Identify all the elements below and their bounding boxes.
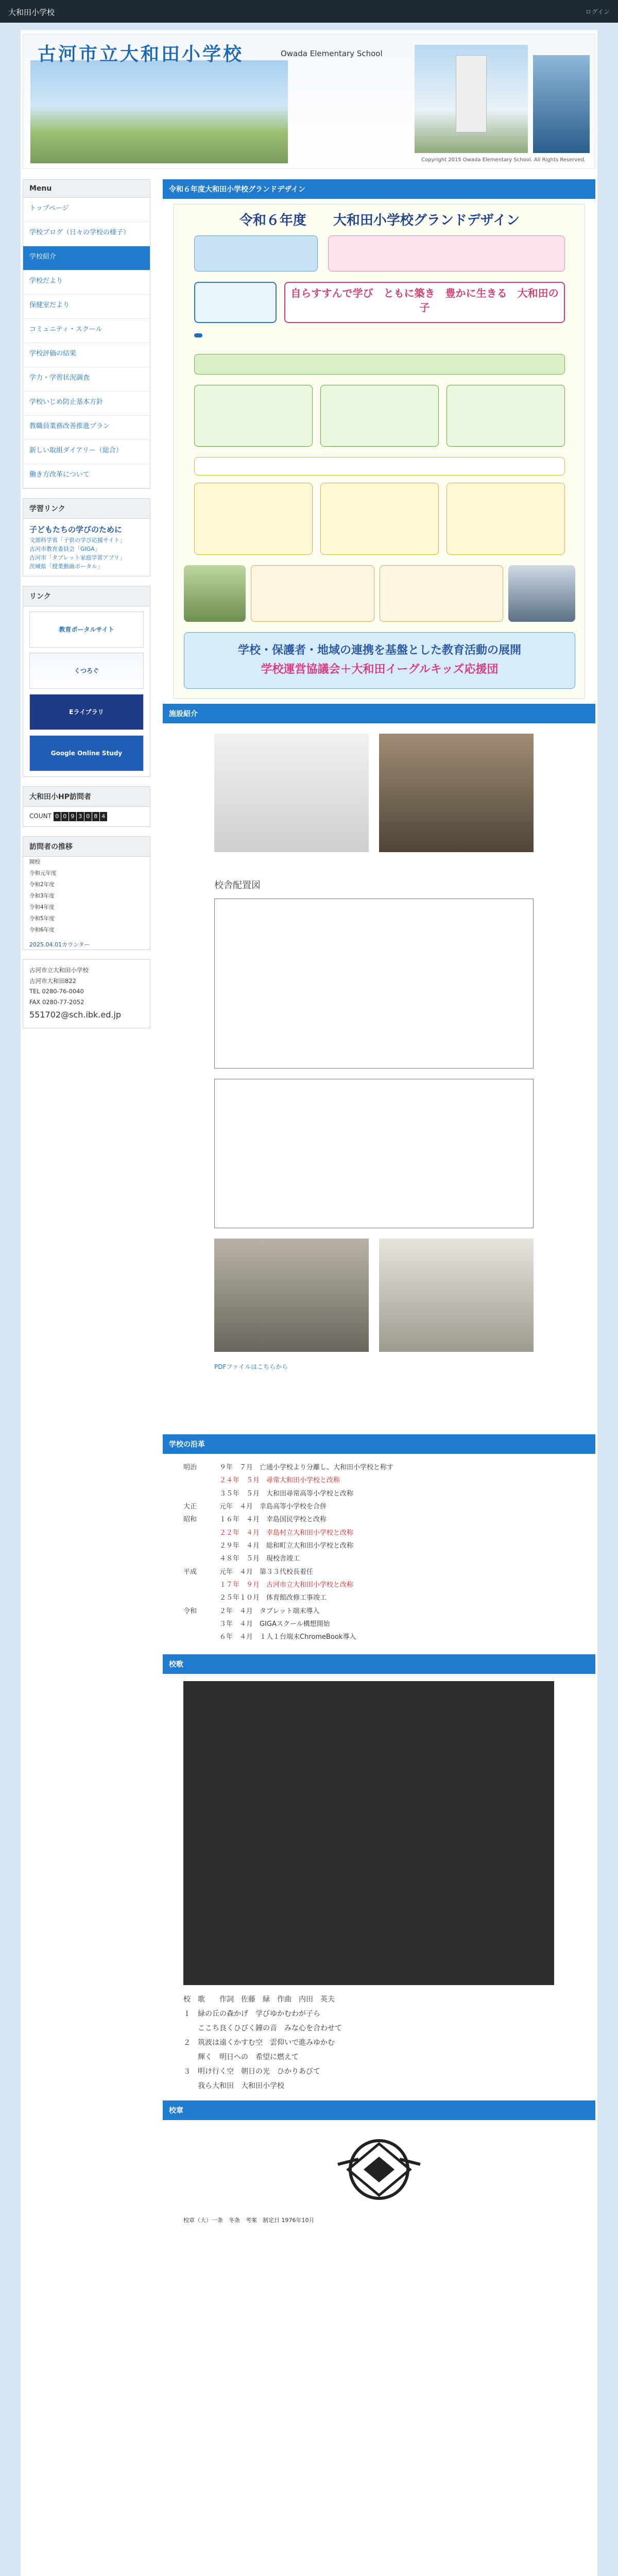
- sidebar: [23, 179, 150, 1038]
- history-text: ２９年 ４月 総和町立大和田小学校と改称: [219, 1542, 354, 1550]
- history-title: 学校の沿革: [163, 1434, 595, 1454]
- history-row: [183, 1487, 585, 1500]
- visit-row: 令和3年度: [29, 893, 55, 900]
- song-line: １ 緑の丘の森かげ 学びゆかむわが子ら: [183, 2009, 320, 2018]
- learning-links-list: [29, 536, 144, 571]
- history-row: [183, 1539, 585, 1552]
- grand-design-title: 令和６年度大和田小学校グランドデザイン: [163, 179, 595, 199]
- history-row: [183, 1591, 585, 1604]
- banner-education-portal[interactable]: 教育ポータルサイト: [29, 612, 144, 648]
- song-line: ここち良くひびく鐘の音 みな心を合わせて: [183, 2024, 342, 2032]
- design-box-safety: [251, 565, 374, 622]
- history-row: [183, 1605, 585, 1618]
- counter-digit: 0: [61, 812, 68, 821]
- menu-item[interactable]: 学校だより: [23, 270, 150, 295]
- song-line: 我ら大和田 大和田小学校: [183, 2081, 284, 2090]
- facility-title: 施設紹介: [163, 704, 595, 723]
- history-era: 令和: [183, 1607, 197, 1615]
- song-section: [163, 1654, 595, 2100]
- site-plan-drawing: [214, 899, 534, 1069]
- visit-row: 令和4年度: [29, 904, 55, 911]
- design-box-school-a: [194, 385, 313, 447]
- visit-row: 令和5年度: [29, 916, 55, 922]
- history-text: ６年 ４月 １人１台端末ChromeBook導入: [219, 1633, 356, 1641]
- counter-box: [23, 786, 150, 827]
- history-row: [183, 1500, 585, 1513]
- counter-digit: 0: [84, 812, 92, 821]
- counter-digit: 4: [100, 812, 107, 821]
- history-row: [183, 1579, 585, 1591]
- song-line: ２ 筑波は遠くかすむ空 雲仰いで進みゆかむ: [183, 2038, 335, 2047]
- menu-item[interactable]: 学力・学習状況調査: [23, 367, 150, 392]
- counter-digit: 0: [54, 812, 61, 821]
- menu-item[interactable]: 教職員業務改善推進プラン: [23, 416, 150, 440]
- link-box-title: リンク: [23, 586, 150, 606]
- visits-title: 訪問者の推移: [23, 837, 150, 857]
- design-photo-right: [508, 565, 575, 622]
- song-line: 輝く 明日への 希望に燃えて: [183, 2053, 299, 2061]
- history-row: [183, 1552, 585, 1565]
- school-crest-image: [333, 2128, 425, 2211]
- learning-link[interactable]: 古河市「タブレット家庭学習アプリ」: [29, 554, 126, 562]
- address-body: [23, 960, 150, 1028]
- history-text: ２４年 ５月 尋常大和田小学校と改称: [219, 1477, 340, 1485]
- history-row: [183, 1631, 585, 1643]
- counter-digit: 9: [69, 812, 76, 821]
- facility-photo-corridor: [214, 1239, 369, 1352]
- history-row: [183, 1618, 585, 1631]
- login-link[interactable]: ログイン: [585, 8, 610, 15]
- menu-item[interactable]: トップページ: [23, 198, 150, 222]
- design-box-morality: [320, 483, 439, 555]
- learning-link[interactable]: 茨城県「授業動画ポータル」: [29, 563, 103, 570]
- learning-links-highlight: 子どもたちの学びのために: [29, 525, 123, 534]
- history-text: ２２年 ４月 幸島村立大和田小学校と改称: [219, 1529, 354, 1537]
- visits-box: [23, 836, 150, 950]
- header-school-photo: [30, 60, 288, 163]
- visit-row: 令和元年度: [29, 870, 57, 877]
- pdf-link[interactable]: PDFファイルはこちらから: [214, 1363, 288, 1370]
- design-goal-box: [284, 282, 565, 323]
- history-era: 昭和: [183, 1516, 197, 1524]
- learning-links-body: [23, 519, 150, 576]
- song-line: 校 歌 作詞 佐藤 緑 作曲 内田 英夫: [183, 1995, 335, 2004]
- menu-item[interactable]: 新しい取組ダイアリー（総合）: [23, 440, 150, 464]
- menu-item[interactable]: 学校いじめ防止基本方針: [23, 392, 150, 416]
- learning-links-title: 学習リンク: [23, 499, 150, 519]
- learning-link[interactable]: 古河市教育委員会「GIGA」: [29, 546, 100, 553]
- design-box-health: [447, 483, 565, 555]
- design-box-school-vision: [194, 282, 277, 323]
- counter-digits: [54, 812, 108, 820]
- top-bar: [0, 0, 618, 23]
- history-list: [163, 1454, 595, 1654]
- design-footer-box: [184, 632, 575, 689]
- banner-e-library[interactable]: Eライブラリ: [29, 694, 144, 730]
- address-box: [23, 959, 150, 1028]
- design-footer-line2: 学校運営協議会＋大和田イーグルキッズ応援団: [261, 663, 499, 676]
- visits-list: [23, 857, 150, 936]
- counter-digit: 8: [92, 812, 99, 821]
- floor-plan-drawing: [214, 1079, 534, 1228]
- facility-photo-building: [214, 734, 369, 852]
- history-row: [183, 1474, 585, 1487]
- crest-note: 校章（大）一条 冬条 考案 制定日 1976年10月: [183, 2216, 315, 2224]
- menu-item[interactable]: 保健室だより: [23, 295, 150, 319]
- counter-title: 大和田小HP訪問者: [23, 787, 150, 807]
- history-text: ９年 ７月 亡通小学校より分離し、大和田小学校と称す: [219, 1464, 394, 1471]
- address-name: 古河市立大和田小学校: [29, 967, 89, 974]
- header-banner: [23, 34, 595, 169]
- song-lyrics: [163, 1985, 595, 2100]
- facility-section: [163, 704, 595, 1434]
- design-box-keywords: [194, 457, 565, 476]
- counter-body: [23, 807, 150, 826]
- history-row: [183, 1461, 585, 1474]
- visit-row: 開校: [29, 859, 40, 866]
- address-mail: 551702@sch.ibk.ed.jp: [29, 1009, 122, 1020]
- facility-photo-shoe-lockers: [379, 734, 534, 852]
- history-text: ２年 ４月 タブレット端末導入: [219, 1607, 320, 1615]
- history-text: ２５年１０月 体育館改修工事竣工: [219, 1594, 327, 1602]
- counter-digit: 3: [77, 812, 84, 821]
- design-box-region: [380, 565, 503, 622]
- menu-item[interactable]: 学校評価の結果: [23, 343, 150, 367]
- site-title-link[interactable]: 大和田小学校: [8, 8, 55, 17]
- header-sign-photo: [533, 55, 590, 153]
- history-era: 平成: [183, 1568, 197, 1576]
- history-row: [183, 1527, 585, 1539]
- grand-design-section: [163, 179, 595, 699]
- history-text: １７年 ９月 古河市立大和田小学校と改称: [219, 1581, 354, 1589]
- header-tower-photo: [456, 55, 487, 132]
- learning-links-box: [23, 498, 150, 577]
- crest-title: 校章: [163, 2100, 595, 2120]
- history-section: [163, 1434, 595, 1654]
- design-box-policy: [194, 354, 565, 375]
- design-footer-line1: 学校・保護者・地域の連携を基盤とした教育活動の展開: [237, 644, 521, 657]
- grand-design-panel-title: 令和６年度 大和田小学校グランドデザイン: [239, 213, 520, 228]
- visit-row: 令和6年度: [29, 927, 55, 934]
- menu-item[interactable]: 学校紹介: [23, 246, 150, 270]
- design-box-education-goal: [194, 235, 318, 272]
- school-name[interactable]: 古河市立大和田小学校: [38, 43, 244, 65]
- history-era: 明治: [183, 1464, 197, 1471]
- facility-photo-stairs: [379, 1239, 534, 1352]
- crest-section: [163, 2100, 595, 2230]
- address-line: 古河市大和田822: [29, 977, 76, 985]
- address-fax: FAX 0280-77-2052: [29, 998, 84, 1006]
- history-text: ４８年 ５月 現校舎竣工: [219, 1555, 300, 1563]
- design-box-aim: [328, 235, 565, 272]
- design-box-school-c: [447, 385, 565, 447]
- history-text: 元年 ４月 幸島高等小学校を合併: [219, 1503, 327, 1511]
- page-container: [21, 30, 597, 2576]
- visits-note: 2025.04.01カウンター: [29, 941, 90, 948]
- design-photo-left: [184, 565, 246, 622]
- plan-title: 校舎配置図: [214, 880, 261, 891]
- counter-label: COUNT: [29, 812, 52, 820]
- menu-item[interactable]: 働き方改革について: [23, 464, 150, 488]
- school-song-plaque-photo: [183, 1681, 554, 1985]
- history-row: [183, 1566, 585, 1579]
- history-text: ３５年 ５月 大和田尋常高等小学校と改称: [219, 1489, 354, 1498]
- crest-icon: [333, 2128, 425, 2211]
- history-text: 元年 ４月 第３３代校長着任: [219, 1568, 314, 1576]
- visit-row: 令和2年度: [29, 882, 55, 888]
- grand-design-image: [173, 204, 585, 699]
- banner-online-study[interactable]: Google Online Study: [29, 735, 144, 771]
- school-name-en: Owada Elementary School: [281, 49, 383, 58]
- song-title: 校歌: [163, 1654, 595, 1674]
- design-goal-text: 自らすすんで学び ともに築き 豊かに生きる 大和田の子: [290, 287, 559, 314]
- history-row: [183, 1513, 585, 1526]
- menu-box: [23, 179, 150, 489]
- address-tel: TEL 0280-76-0040: [29, 988, 84, 995]
- song-line: ３ 明け行く空 朝日の光 ひかりあびて: [183, 2067, 320, 2076]
- menu-list: [23, 198, 150, 488]
- banner-kutsurogu[interactable]: くつろぐ: [29, 653, 144, 689]
- menu-item[interactable]: コミュニティ・スクール: [23, 319, 150, 343]
- learning-link[interactable]: 文部科学省「子供の学び応援サイト」: [29, 537, 126, 544]
- menu-title: Menu: [23, 180, 150, 198]
- main-content: [163, 179, 595, 2230]
- history-text: ３年 ４月 GIGAスクール構想開始: [219, 1620, 330, 1629]
- design-chip-policy: [194, 333, 202, 337]
- design-box-knowledge: [194, 483, 313, 555]
- facility-body: [163, 723, 595, 1434]
- copyright-text: Copyright 2015 Owada Elementary School. All Rights Reserved.: [421, 157, 586, 163]
- design-box-school-b: [320, 385, 439, 447]
- menu-item[interactable]: 学校ブログ（日々の学校の様子）: [23, 222, 150, 246]
- link-box: [23, 586, 150, 777]
- history-text: １６年 ４月 幸島国民学校と改称: [219, 1516, 327, 1524]
- history-era: 大正: [183, 1503, 197, 1511]
